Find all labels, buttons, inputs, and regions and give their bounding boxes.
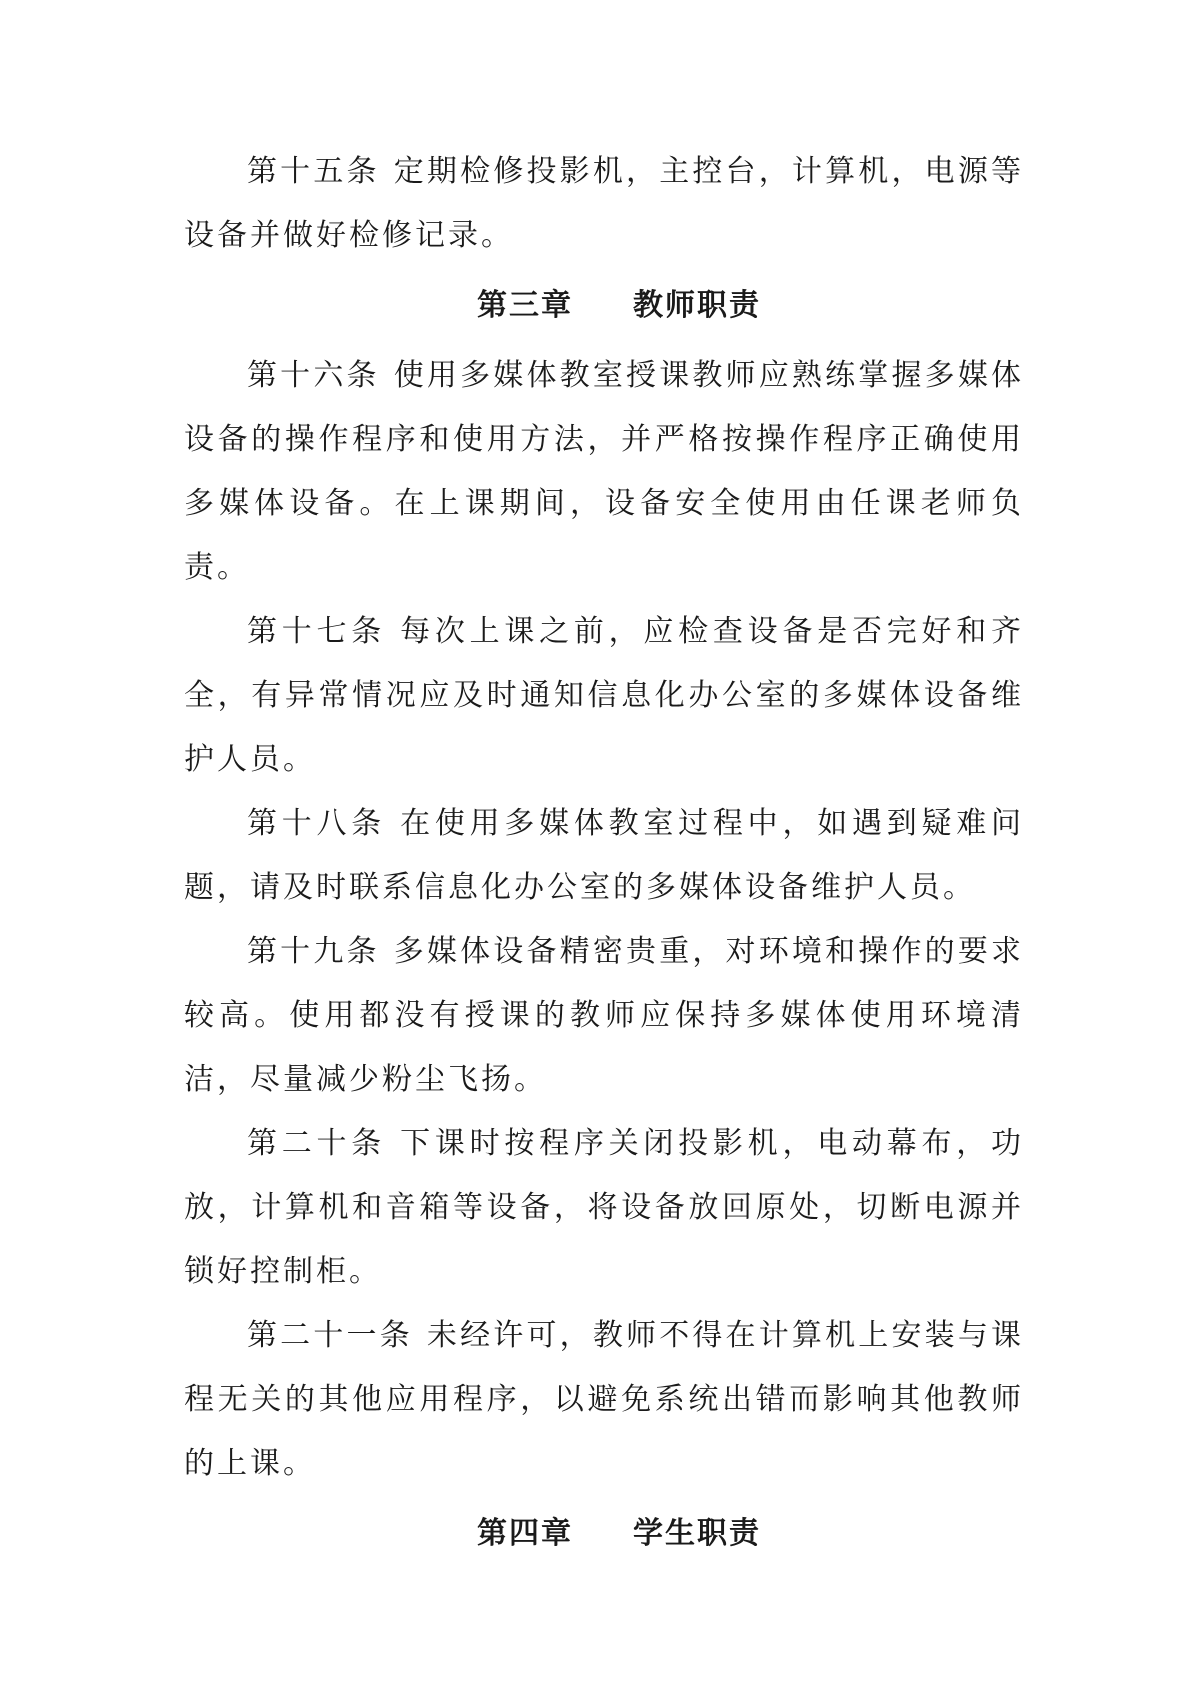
article-number: 第十九条 xyxy=(247,934,380,969)
chapter-3-heading xyxy=(184,276,1024,336)
article-text: 在使用多媒体教室过程中，如遇到疑难问题，请及时联系信息化办公室的多媒体设备维护人员。 xyxy=(184,806,1025,905)
article-16 xyxy=(184,344,1024,600)
article-15 xyxy=(184,140,1024,268)
article-text: 使用多媒体教室授课教师应熟练掌握多媒体设备的操作程序和使用方法，并严格按操作程序正确使用多媒体设备。在上课期间，设备安全使用由任课老师负责。 xyxy=(184,358,1025,585)
document-body xyxy=(184,140,1024,1572)
article-number: 第十七条 xyxy=(247,614,387,649)
article-number: 第二十一条 xyxy=(247,1318,413,1353)
article-number: 第十六条 xyxy=(247,358,380,393)
chapter-title: 教师职责 xyxy=(633,288,761,323)
article-text: 多媒体设备精密贵重，对环境和操作的要求较高。使用都没有授课的教师应保持多媒体使用环境清洁，尽量减少粉尘飞扬。 xyxy=(184,934,1025,1097)
chapter-number: 第三章 xyxy=(477,288,573,323)
article-number: 第二十条 xyxy=(247,1126,387,1161)
article-text: 未经许可，教师不得在计算机上安装与课程无关的其他应用程序，以避免系统出错而影响其他教师的上课。 xyxy=(184,1318,1025,1481)
article-18 xyxy=(184,792,1024,920)
article-text: 每次上课之前，应检查设备是否完好和齐全，有异常情况应及时通知信息化办公室的多媒体设备维护人员。 xyxy=(184,614,1025,777)
chapter-title: 学生职责 xyxy=(633,1516,761,1551)
article-text: 下课时按程序关闭投影机，电动幕布，功放，计算机和音箱等设备，将设备放回原处，切断电源并锁好控制柜。 xyxy=(184,1126,1025,1289)
article-number: 第十八条 xyxy=(247,806,387,841)
article-17 xyxy=(184,600,1024,792)
chapter-4-heading xyxy=(184,1504,1024,1564)
article-20 xyxy=(184,1112,1024,1304)
article-number: 第十五条 xyxy=(247,154,380,189)
chapter-number: 第四章 xyxy=(477,1516,573,1551)
article-text: 定期检修投影机，主控台，计算机，电源等设备并做好检修记录。 xyxy=(184,154,1025,253)
article-19 xyxy=(184,920,1024,1112)
article-21 xyxy=(184,1304,1024,1496)
